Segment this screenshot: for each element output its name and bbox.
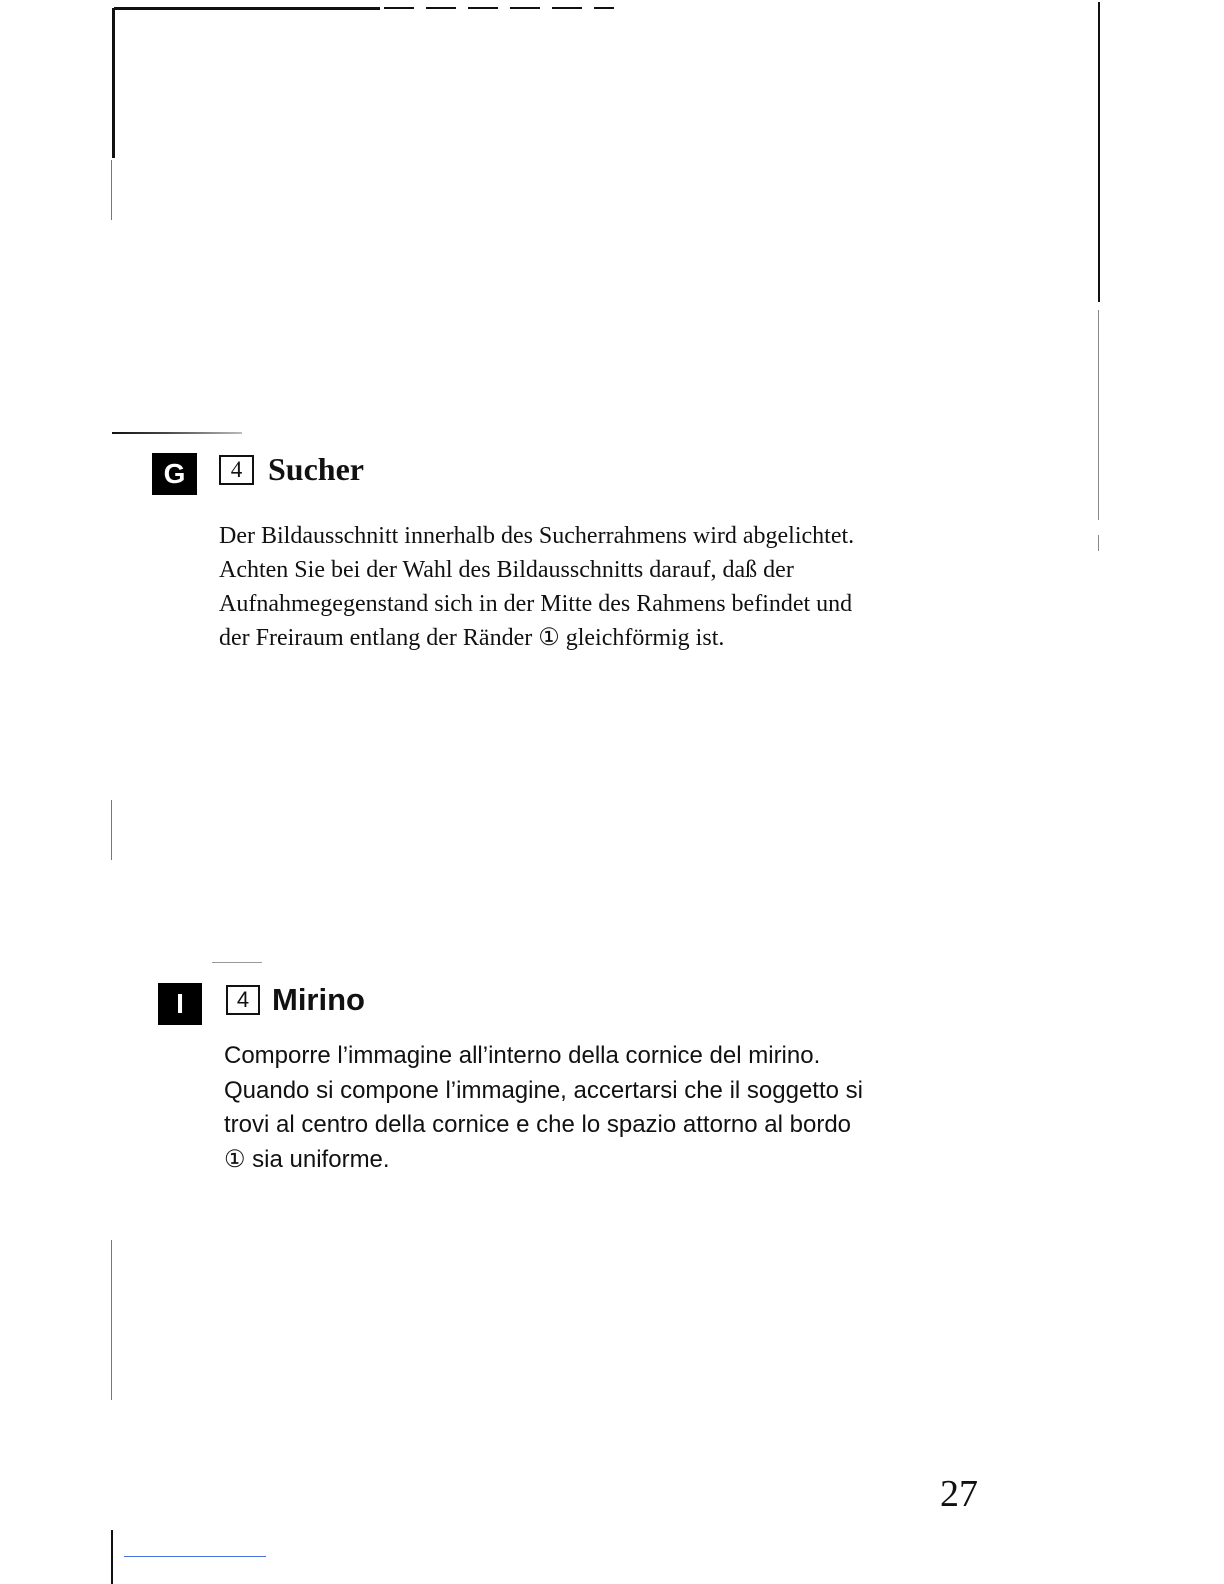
body-line: Comporre l’immagine all’interno della cornice del mirino. <box>224 1042 821 1069</box>
frame-right-line <box>1098 310 1099 520</box>
frame-right-line <box>1098 535 1099 551</box>
body-line: trovi al centro della cornice e che lo spazio attorno al bordo <box>224 1111 852 1138</box>
frame-top-line <box>114 7 380 10</box>
step-number-box: 4 <box>219 455 254 485</box>
bottom-rule <box>124 1556 266 1557</box>
step-number-box: 4 <box>226 985 260 1015</box>
body-line: Aufnahmegegenstand sich in der Mitte des Rahmens befindet und <box>219 591 853 617</box>
scan-smudge <box>212 962 262 963</box>
body-line: der Freiraum entlang der Ränder ① gleichförmig ist. <box>219 625 725 651</box>
page-number: 27 <box>940 1473 978 1515</box>
frame-dash <box>510 7 540 9</box>
frame-left-line <box>111 1240 112 1400</box>
language-badge-italian: I <box>158 983 202 1025</box>
frame-left-line <box>111 160 112 220</box>
section-heading-sucher: Sucher <box>268 451 364 487</box>
frame-left-line <box>111 800 112 860</box>
frame-dash <box>552 7 582 9</box>
frame-left-line <box>111 1530 113 1584</box>
scan-smudge <box>112 432 242 434</box>
frame-dash <box>426 7 456 9</box>
section-body-italian <box>224 1039 984 1177</box>
language-badge-german: G <box>152 453 197 495</box>
section-heading-mirino: Mirino <box>272 982 365 1017</box>
frame-dash <box>384 7 414 9</box>
body-line: Der Bildausschnitt innerhalb des Sucherrahmens wird abgelichtet. <box>219 523 855 549</box>
body-line: Achten Sie bei der Wahl des Bildausschnitts darauf, daß der <box>219 557 794 583</box>
frame-right-line <box>1098 2 1100 302</box>
section-body-german <box>219 519 979 655</box>
body-line: Quando si compone l’immagine, accertarsi che il soggetto si <box>224 1076 863 1104</box>
frame-dash <box>594 7 614 9</box>
frame-dash <box>468 7 498 9</box>
body-line: ① sia uniforme. <box>224 1145 390 1173</box>
frame-left-line <box>112 8 115 158</box>
